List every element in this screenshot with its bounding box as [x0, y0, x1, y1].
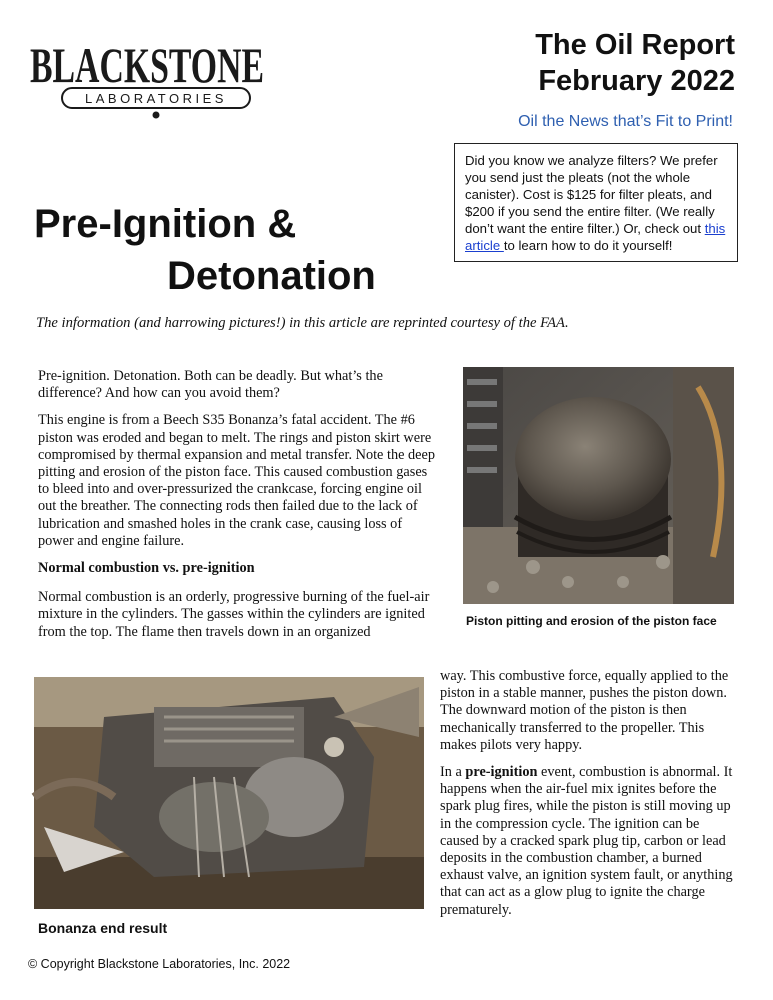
engine-wreck-caption: Bonanza end result — [38, 920, 168, 936]
article-link[interactable]: this article — [465, 221, 726, 253]
filter-info-box — [454, 143, 738, 262]
report-title-line1: The Oil Report — [535, 29, 735, 61]
tagline: Oil the News that’s Fit to Print! — [518, 113, 733, 130]
paragraph-5-prefix: In a — [440, 764, 466, 781]
section-subheading: Normal combustion vs. pre-ignition — [38, 560, 255, 577]
pre-ignition-term: pre-ignition — [465, 764, 538, 781]
article-intro: The information (and harrowing pictures!) in this article are reprinted courtesy of the FAA. — [36, 315, 569, 331]
paragraph-2: This engine is from a Beech S35 Bonanza’s fatal accident. The #6 piston was eroded and began to melt. The rings and piston skirt were compromised by thermal expansion and metal transfer. Note the deep pitting and erosion of the piston face. This caused combustion gases to bleed into and over-pressurized the crankcase, forcing engine oil out the breather. The connecting rods then failed due to the lack of lubrication and smashed holes in the crank case, causing loss of power and engine failure. — [38, 412, 436, 549]
copyright-notice: © Copyright Blackstone Laboratories, Inc. 2022 — [28, 957, 291, 971]
report-title — [535, 27, 735, 99]
piston-photo — [463, 367, 734, 604]
right-column — [440, 668, 740, 929]
paragraph-4: way. This combustive force, equally applied to the piston in a stable manner, pushes the piston down. The downward motion of the piston is then mechanically transferred to the propeller. This makes pilots very happy. — [440, 668, 729, 753]
paragraph-3: Normal combustion is an orderly, progressive burning of the fuel-air mixture in the cylinders. The gasses within the cylinders are ignited from the top. The flame then travels down in an organized — [38, 589, 430, 640]
filter-box-text-end: to learn how to do it yourself! — [503, 238, 673, 253]
article-headline-line2: Detonation — [167, 254, 376, 298]
blackstone-logo-graphic — [28, 30, 268, 122]
report-date: February 2022 — [538, 65, 735, 97]
logo-wordmark: BLACKSTONE — [30, 37, 264, 93]
piston-caption: Piston pitting and erosion of the piston face — [466, 614, 717, 628]
piston-image — [463, 367, 734, 604]
filter-box-text: Did you know we analyze filters? We prefer you send just the pleats (not the whole canister). Cost is $125 for filter pleats, and $200 if you send the entire filter. (We really don’t want the entire filter.) Or, check out — [465, 153, 718, 236]
paragraph-5 — [440, 764, 740, 919]
paragraph-1: Pre-ignition. Detonation. Both can be deadly. But what’s the difference? And how can you avoid them? — [38, 368, 383, 402]
logo-subtitle: LABORATORIES — [85, 91, 227, 106]
blackstone-logo — [28, 30, 268, 122]
paragraph-5-body: event, combustion is abnormal. It happens when the air-fuel mix ignites before the spark plug fires, while the piston is still moving up in the compression cycle. The ignition can be caused by a cracked spark plug tip, carbon or lead deposits in the combustion chamber, a burned exhaust valve, an ignition system fault, or anything that can act as a glow plug to ignite the charge prematurely. — [440, 764, 733, 918]
article-headline-line1: Pre-Ignition & — [34, 202, 297, 246]
left-column — [38, 368, 440, 651]
engine-wreck-image — [34, 677, 424, 909]
engine-wreck-photo — [34, 677, 424, 909]
